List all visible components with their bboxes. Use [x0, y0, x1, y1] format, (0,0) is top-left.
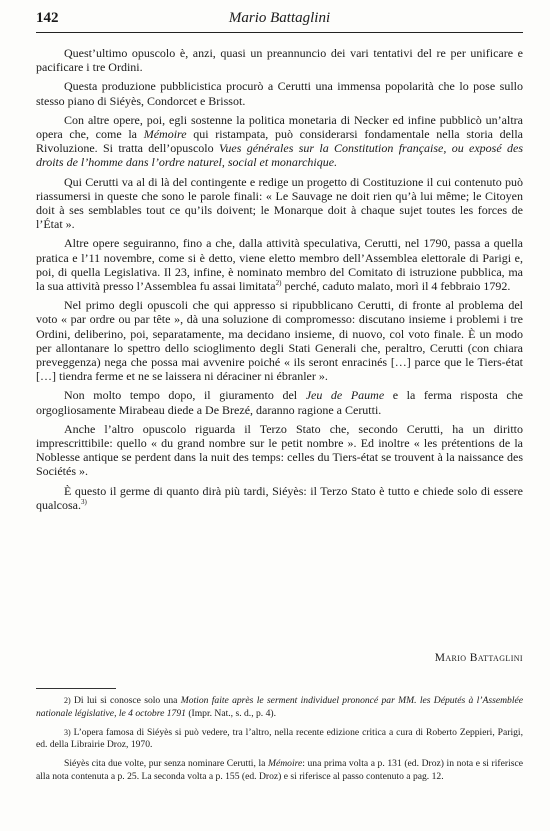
paragraph [36, 46, 523, 74]
text-span: Quest’ultimo opuscolo è, anzi, quasi un preannuncio dei vari tentativi del re per unificare e pacificare i tre Ordini. [36, 46, 523, 75]
paragraph [36, 484, 523, 512]
text-span: qui ristampata, può considerarsi fondamentale nella storia della Rivoluzione. Si tratta dell’opuscolo [36, 127, 523, 156]
footnote-marker: 3) [64, 727, 71, 737]
footnote [36, 695, 523, 721]
footnote [36, 727, 523, 753]
italic-text: Mémoire [267, 758, 303, 770]
text-span: Siéyès cita due volte, pur senza nominare Cerutti, la [64, 758, 268, 770]
footnote-ref: 2) [275, 279, 282, 288]
text-span: Nel primo degli opuscoli che qui appresso si ripubblicano Cerutti, di fronte al problema del voto « par ordre ou par tête », dà una soluzione di compromesso: discutano insieme i problemi i tre Ordini, deliberino, poi, separatamente, ma decidano insieme, di nuovo, col voto finale. È un modo per allontanare lo spettro dello scioglimento degli Stati Generali che, peraltro, Cerutti (con chiara preveggenza) nega che possa mai avvenire poiché « ils seront enracinés […] parce que le Tiers-état […] tiendra ferme et ne se laissera ni déraciner ni ébranler ». [36, 298, 523, 384]
text-span: (Impr. Nat., s. d., p. 4). [185, 707, 276, 719]
text-span: : una prima volta a p. 131 (ed. Droz) in nota e si riferisce alla nota contenuta a p. 25. La seconda volta a p. 155 (ed. Droz) e si riferisce al passo contenuto a pag. 12. [36, 758, 523, 782]
author-signature: Mario Battaglini [434, 652, 523, 664]
paragraph [36, 298, 523, 383]
italic-text: Mémoire [143, 127, 187, 142]
footnote-marker: 2) [64, 696, 71, 705]
text-span: Con altre opere, poi, egli sostenne la politica monetaria di Necker ed infine pubblicò un’altra opera che, come la [36, 112, 523, 142]
text-span: Altre opere seguiranno, fino a che, dalla attività speculativa, Cerutti, nel 1790, passa a quella pratica e l’11 novembre, come si è detto, viene eletto membro dell’Assemblea elettorale di Parigi e, poi, di quella Legislativa. Il 23, infine, è nominato membro del Comitato di istruzione pubblica, ma la sua attività presso l’Assemblea fu assai limitata [36, 236, 523, 294]
footnote-ref: 3) [80, 497, 87, 506]
footnote [36, 758, 523, 784]
paragraph [36, 113, 523, 170]
footnotes [36, 688, 523, 790]
paragraph [36, 236, 523, 293]
text-span: Questa produzione pubblicistica procurò a Cerutti una immensa popolarità che lo pose sullo stesso piano di Siéyès, Condorcet e Brissot. [36, 79, 523, 108]
paragraph [36, 388, 523, 416]
page-number: 142 [36, 10, 59, 26]
body-text [36, 46, 523, 517]
text-span: L’opera famosa di Siéyès si può vedere, tra l’altro, nella recente edizione critica a cura di Roberto Zeppieri, Parigi, ed. della Librairie Droz, 1970. [36, 726, 523, 751]
text-span: È questo il germe di quanto dirà più tardi, Siéyès: il Terzo Stato è tutto e chiede solo di essere qualcosa. [36, 483, 523, 512]
text-span: Non molto tempo dopo, il giuramento del [64, 388, 306, 403]
paragraph [36, 175, 523, 232]
page-header [36, 10, 523, 33]
footnote-rule [36, 688, 116, 689]
paragraph [36, 422, 523, 479]
running-head: Mario Battaglini [228, 10, 331, 26]
text-span: Anche l’altro opuscolo riguarda il Terzo Stato che, secondo Cerutti, ha un diritto imprescrittibile: quello « du grand nombre sur le petit nombre ». Ed inoltre « les prétentions de la Noblesse antique se perdent dans la nuit des temps: celles du Tiers-état se trouvent à la naissance des Sociétés ». [36, 421, 523, 479]
text-span: Qui Cerutti va al di là del contingente e redige un progetto di Costituzione il cui contenuto può riassumersi in queste che sono le parole finali: « Le Sauvage ne doit rien qu’à lui même; le Citoyen doit à ses semblables tout ce qu’ils doivent; le Monarque doit à chaque sujet toutes les forces de l’État ». [36, 174, 523, 232]
italic-text: Jeu de Paume [305, 388, 385, 403]
paragraph [36, 79, 523, 107]
italic-text: Vues générales sur la Constitution française, ou exposé des droits de l’homme dans l’ordre naturel, social et monarchique. [36, 141, 523, 170]
text-span: e la ferma risposta che orgogliosamente Mirabeau diede a De Brezé, daranno ragione a Cerutti. [36, 388, 523, 417]
text-span: perché, caduto malato, morì il 4 febbraio 1792. [281, 279, 511, 294]
text-span: Di lui si conosce solo una [70, 695, 181, 706]
italic-text: Motion faite après le serment individuel prononcé par MM. les Députés à l’Assemblée nationale législative, le 4 octobre 1791 [36, 695, 523, 719]
